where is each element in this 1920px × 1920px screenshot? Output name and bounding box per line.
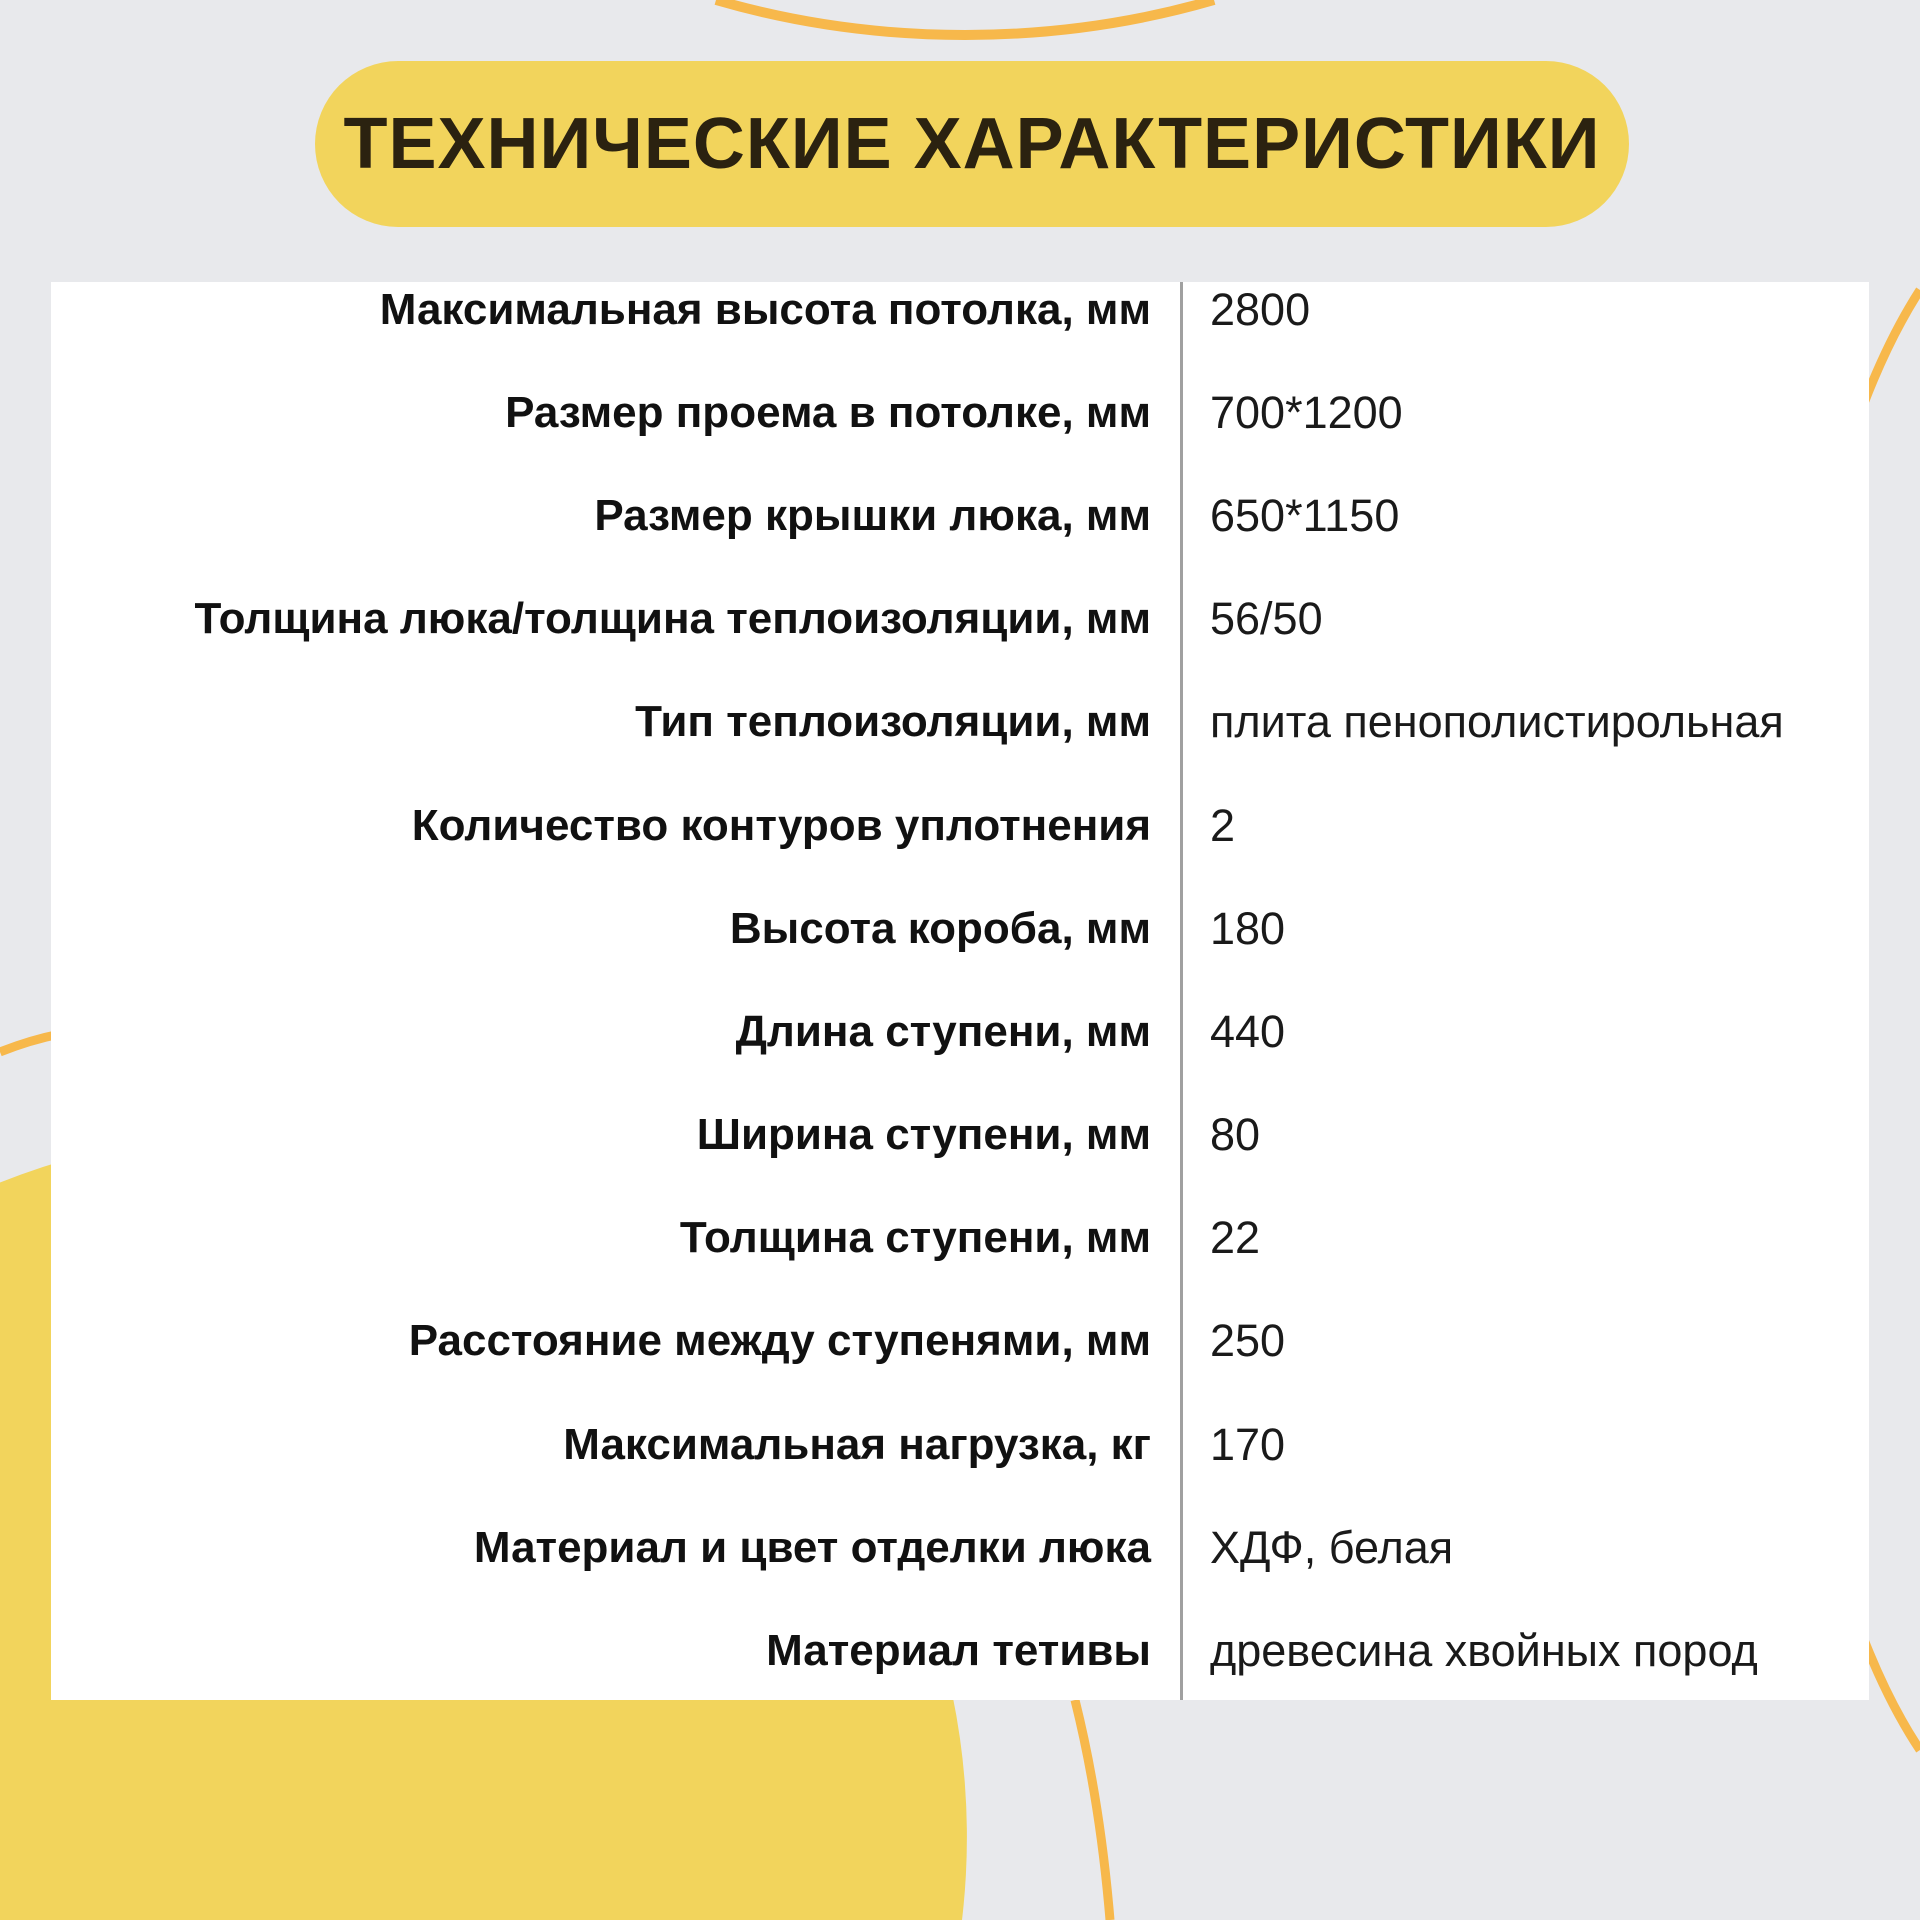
table-row	[51, 258, 1869, 361]
spec-value: 440	[1210, 1005, 1286, 1057]
table-row	[51, 1599, 1869, 1702]
spec-value: 250	[1210, 1315, 1286, 1367]
spec-value: 22	[1210, 1212, 1261, 1264]
title-banner	[315, 61, 1629, 227]
top-orange-arc	[716, 0, 1214, 35]
table-row	[51, 568, 1869, 671]
page-title: ТЕХНИЧЕСКИЕ ХАРАКТЕРИСТИКИ	[343, 104, 1601, 184]
spec-value: 170	[1210, 1418, 1286, 1470]
table-row	[51, 877, 1869, 980]
spec-label: Длина ступени, мм	[735, 1006, 1151, 1056]
spec-value: плита пенополистирольная	[1210, 696, 1784, 748]
spec-label: Максимальная высота потолка, мм	[379, 284, 1151, 334]
spec-value: 80	[1210, 1109, 1261, 1161]
spec-label: Количество контуров уплотнения	[411, 800, 1151, 850]
spec-value: 56/50	[1210, 593, 1323, 645]
spec-value: древесина хвойных пород	[1210, 1625, 1758, 1677]
table-row	[51, 1290, 1869, 1393]
spec-label: Высота короба, мм	[729, 903, 1151, 953]
table-row	[51, 980, 1869, 1083]
table-row	[51, 774, 1869, 877]
table-row	[51, 1393, 1869, 1496]
spec-label: Тип теплоизоляции, мм	[635, 697, 1151, 747]
table-row	[51, 464, 1869, 567]
spec-label: Размер крышки люка, мм	[594, 490, 1151, 540]
specs-rows	[51, 258, 1869, 1703]
spec-label: Материал и цвет отделки люка	[473, 1522, 1151, 1572]
spec-label: Толщина люка/толщина теплоизоляции, мм	[194, 594, 1151, 644]
bottom-orange-arc	[1075, 1700, 1110, 1920]
table-row	[51, 671, 1869, 774]
spec-value: ХДФ, белая	[1210, 1521, 1454, 1573]
spec-value: 650*1150	[1210, 489, 1400, 541]
spec-value: 2800	[1210, 283, 1311, 335]
spec-value: 2	[1210, 799, 1236, 851]
spec-label: Толщина ступени, мм	[679, 1213, 1151, 1263]
table-row	[51, 361, 1869, 464]
table-row	[51, 1084, 1869, 1187]
spec-label: Максимальная нагрузка, кг	[563, 1419, 1151, 1469]
spec-label: Ширина ступени, мм	[696, 1110, 1151, 1160]
spec-label: Размер проема в потолке, мм	[505, 387, 1151, 437]
table-row	[51, 1496, 1869, 1599]
spec-value: 180	[1210, 902, 1286, 954]
table-row	[51, 1187, 1869, 1290]
spec-label: Расстояние между ступенями, мм	[408, 1316, 1151, 1366]
spec-label: Материал тетивы	[766, 1626, 1151, 1676]
spec-value: 700*1200	[1210, 386, 1403, 438]
